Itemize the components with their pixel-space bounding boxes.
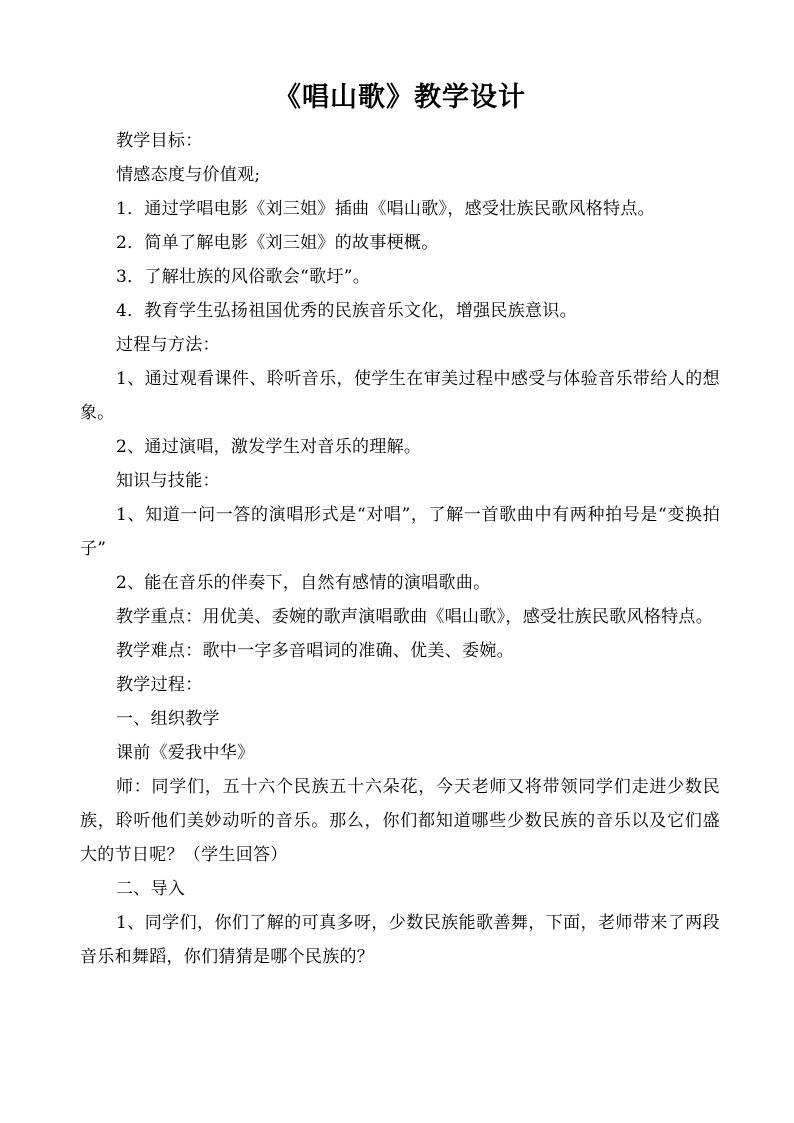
- paragraph: 课前《爱我中华》: [116, 743, 255, 763]
- paragraph: 师：同学们，五十六个民族五十六朵花，今天老师又将带领同学们走进少数民族，聆听他们美妙动听的音乐。那么，你们都知道哪些少数民族的音乐以及它们盛大的节日呢？（学生回答）: [80, 777, 720, 865]
- list-item: 1、知道一问一答的演唱形式是“对唱”，了解一首歌曲中有两种拍号是“变换拍子”: [80, 505, 720, 559]
- section-heading: 二、导入: [116, 879, 186, 899]
- document-body: [80, 124, 720, 974]
- list-item: 1、通过观看课件、聆听音乐，使学生在审美过程中感受与体验音乐带给人的想象。: [80, 369, 720, 423]
- list-item: 1．通过学唱电影《刘三姐》插曲《唱山歌》，感受壮族民歌风格特点。: [116, 199, 655, 219]
- section-heading: 一、组织教学: [116, 709, 220, 729]
- list-item: 2．简单了解电影《刘三姐》的故事梗概。: [116, 233, 439, 253]
- key-point: 教学重点：用优美、委婉的歌声演唱歌曲《唱山歌》，感受壮族民歌风格特点。: [116, 607, 713, 627]
- paragraph: 1、同学们，你们了解的可真多呀，少数民族能歌善舞，下面，老师带来了两段音乐和舞蹈，你们猜猜是哪个民族的？: [80, 913, 720, 967]
- difficult-point: 教学难点：歌中一字多音唱词的准确、优美、委婉。: [116, 641, 514, 661]
- subheading-knowledge: 知识与技能：: [116, 471, 220, 491]
- list-item: 4．教育学生弘扬祖国优秀的民族音乐文化，增强民族意识。: [116, 301, 577, 321]
- heading-objectives: 教学目标：: [116, 131, 203, 151]
- list-item: 2、通过演唱，激发学生对音乐的理解。: [116, 437, 422, 457]
- list-item: 3．了解壮族的风俗歌会“歌圩”。: [116, 267, 370, 287]
- subheading-emotion: 情感态度与价值观;: [116, 165, 261, 185]
- subheading-process: 过程与方法：: [116, 335, 220, 355]
- document-title: 《唱山歌》教学设计: [274, 82, 526, 113]
- list-item: 2、能在音乐的伴奏下，自然有感情的演唱歌曲。: [116, 573, 491, 593]
- heading-procedure: 教学过程：: [116, 675, 203, 695]
